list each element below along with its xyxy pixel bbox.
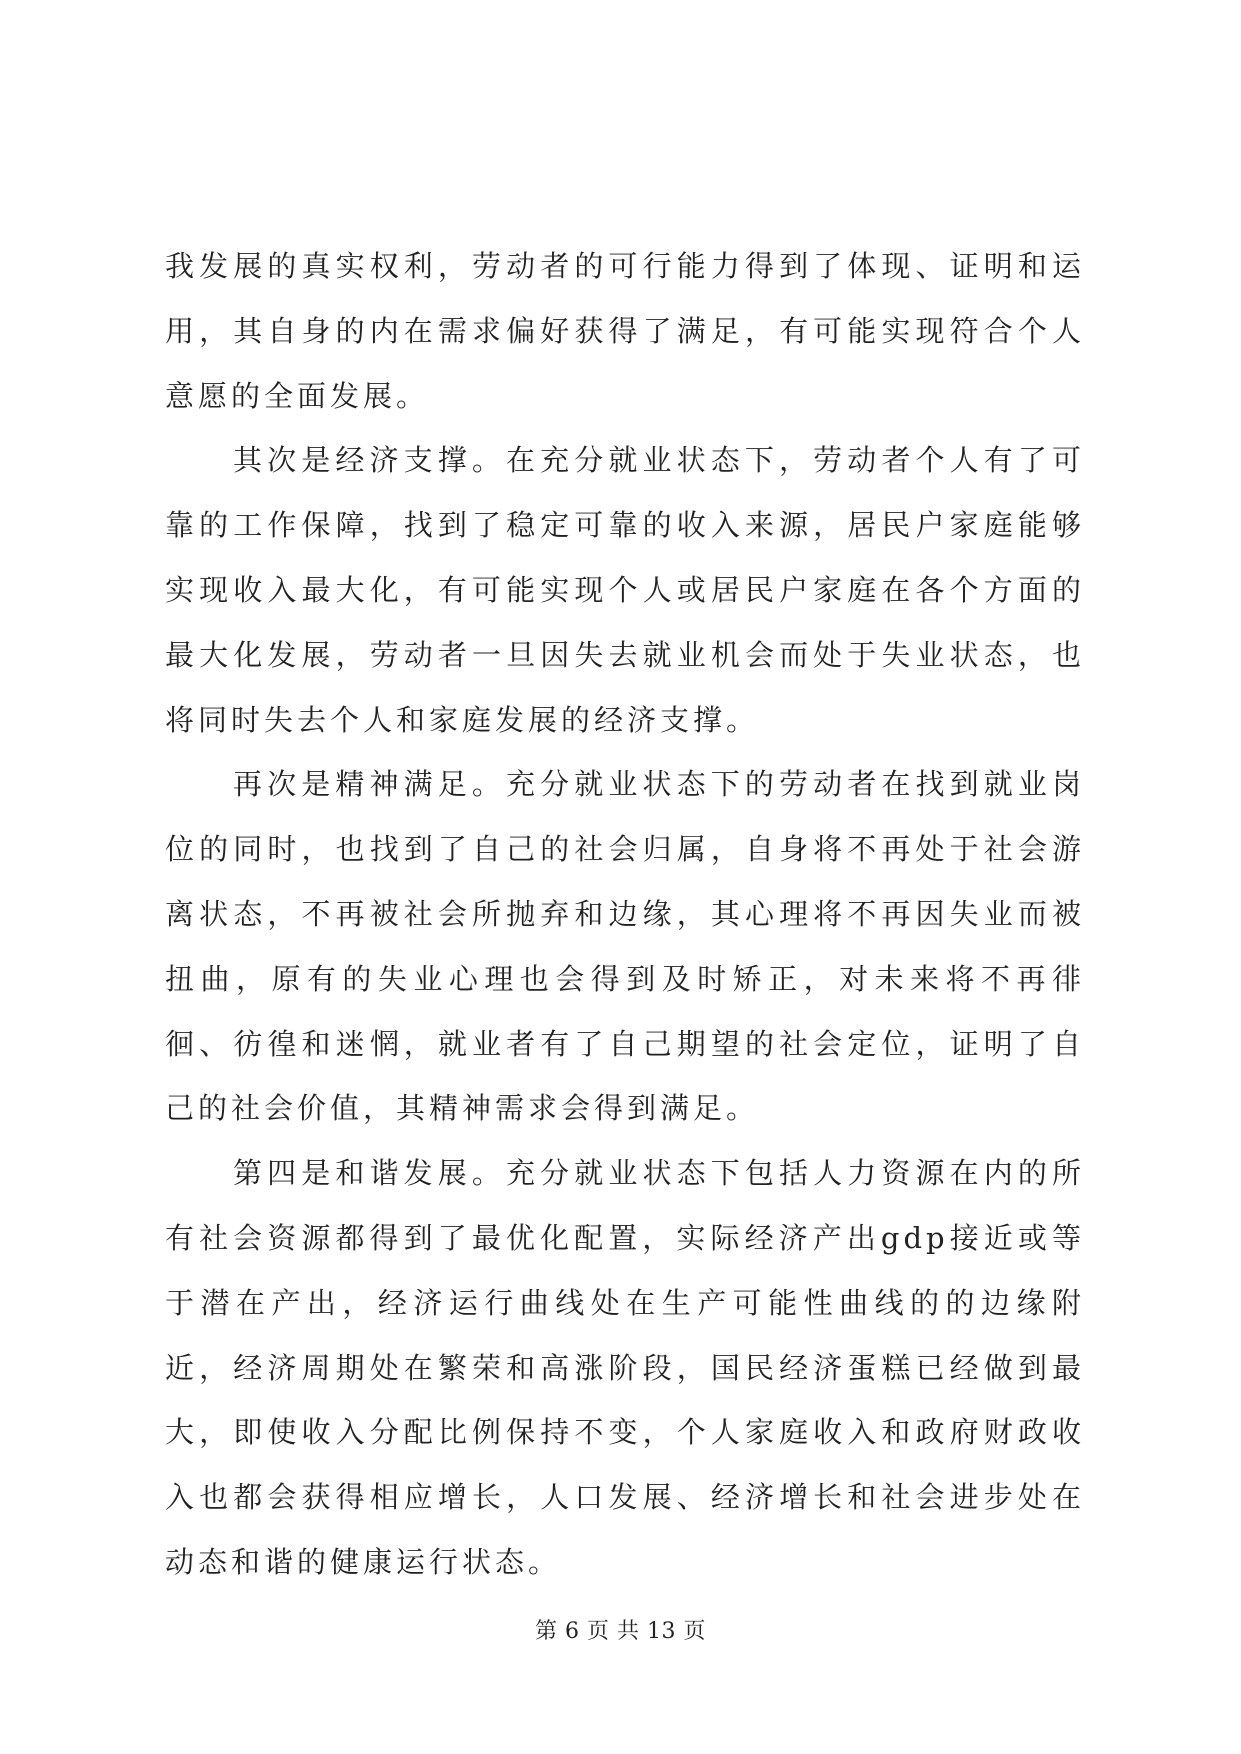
document-body xyxy=(165,234,1085,1595)
paragraph-economic-support: 其次是经济支撑。在充分就业状态下，劳动者个人有了可靠的工作保障，找到了稳定可靠的收入来源，居民户家庭能够实现收入最大化，有可能实现个人或居民户家庭在各个方面的最大化发展，劳动者一旦因失去就业机会而处于失业状态，也将同时失去个人和家庭发展的经济支撑。 xyxy=(165,443,1085,737)
paragraph-spiritual-satisfaction: 再次是精神满足。充分就业状态下的劳动者在找到就业岗位的同时，也找到了自己的社会归属，自身将不再处于社会游离状态，不再被社会所抛弃和边缘，其心理将不再因失业而被扭曲，原有的失业心理也会得到及时矫正，对未来将不再徘徊、彷徨和迷惘，就业者有了自己期望的社会定位，证明了自己的社会价值，其精神需求会得到满足。 xyxy=(165,767,1085,1126)
paragraph-harmonious-development: 第四是和谐发展。充分就业状态下包括人力资源在内的所有社会资源都得到了最优化配置，实际经济产出gdp接近或等于潜在产出，经济运行曲线处在生产可能性曲线的的边缘附近，经济周期处在繁荣和高涨阶段，国民经济蛋糕已经做到最大，即使收入分配比例保持不变，个人家庭收入和政府财政收入也都会获得相应增长，人口发展、经济增长和社会进步处在动态和谐的健康运行状态。 xyxy=(165,1156,1085,1579)
page-number-footer: 第 6 页 共 13 页 xyxy=(535,1619,706,1644)
paragraph-continuation: 我发展的真实权利，劳动者的可行能力得到了体现、证明和运用，其自身的内在需求偏好获得了满足，有可能实现符合个人意愿的全面发展。 xyxy=(165,249,1085,413)
